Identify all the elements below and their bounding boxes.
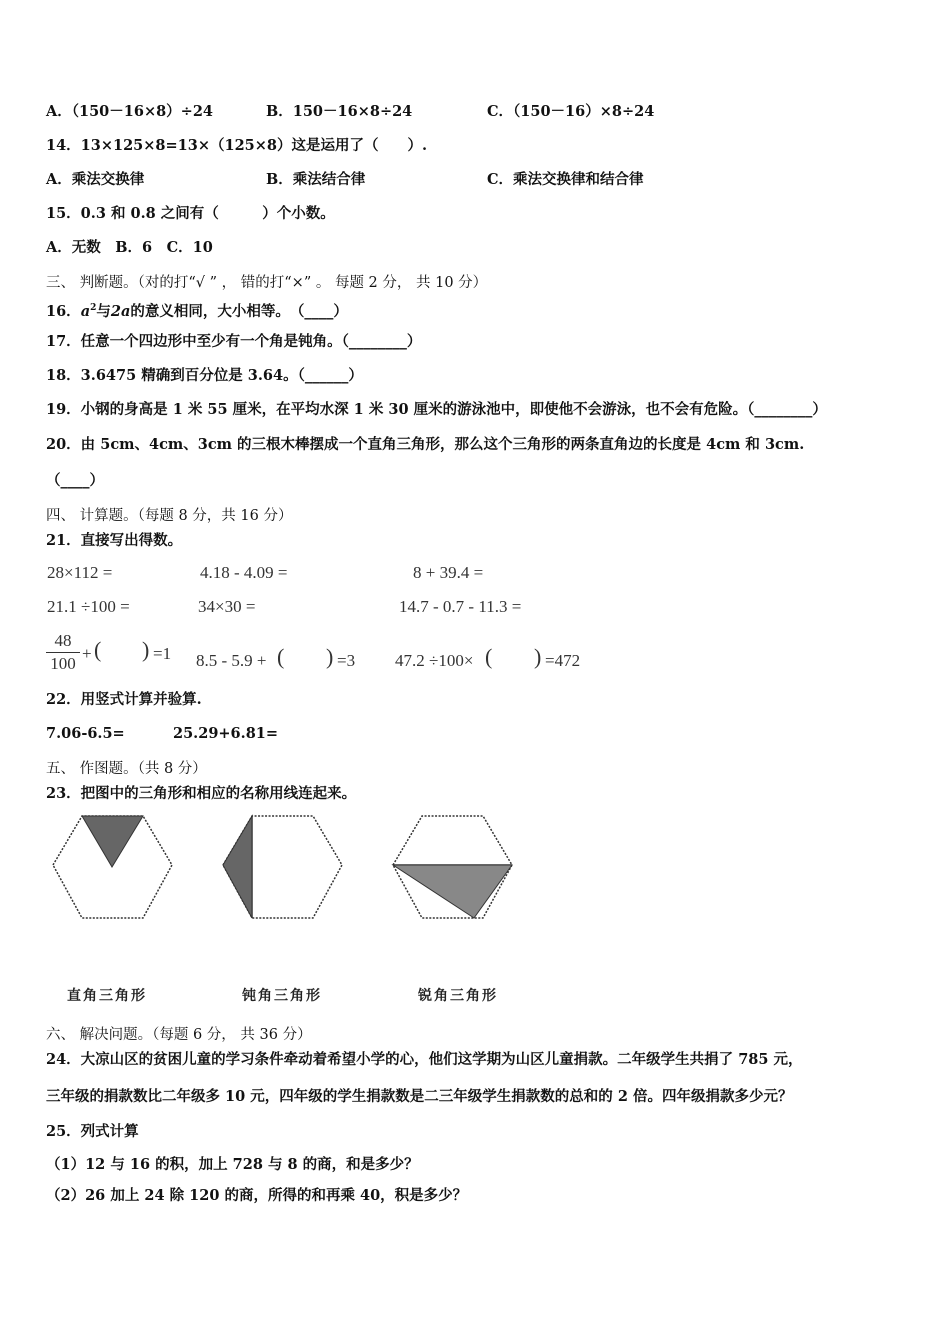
q16 <box>46 298 348 322</box>
fraction-bar <box>46 652 80 653</box>
hexagon-figure-2 <box>220 812 345 922</box>
q25-stem: 25．列式计算 <box>46 1123 139 1140</box>
label-obtuse-triangle: 钝角三角形 <box>242 988 322 1004</box>
calc-r3-c2-rest: =3 <box>337 651 356 670</box>
hexagon-figure-3 <box>390 812 515 922</box>
calc-r3-c3-paren-open: ( <box>485 644 493 669</box>
q22-stem: 22．用竖式计算并验算. <box>46 691 202 708</box>
fraction-denominator: 100 <box>50 654 76 673</box>
q16-var-a: a <box>80 302 91 320</box>
q17: 17．任意一个四边形中至少有一个角是钝角。（________） <box>46 333 422 350</box>
calc-r3-c3-pre: 47.2 ÷100× <box>395 651 474 670</box>
fraction-numerator: 48 <box>54 631 72 650</box>
calc-r3-c1-paren-open: ( <box>94 637 102 662</box>
q18: 18．3.6475 精确到百分位是 3.64。（______） <box>46 367 363 384</box>
calc-r3-c1-rest: =1 <box>153 644 172 663</box>
q22-a: 7.06-6.5= <box>46 725 125 742</box>
q24-line-2: 三年级的捐款数比二年级多 10 元，四年级的学生捐款数是二三年级学生捐款数的总和的 2 倍。四年级捐款多少元？ <box>46 1088 793 1105</box>
hexagon-1-shaded-triangle <box>82 816 143 867</box>
q19: 19．小钢的身高是 1 米 55 厘米，在平均水深 1 米 30 厘米的游泳池中，即使他不会游泳，也不会有危险。（________） <box>46 401 827 418</box>
q13-option-b: B．150－16×8÷24 <box>266 103 413 120</box>
q13-option-c: C．（150－16）×8÷24 <box>487 103 655 120</box>
q25-part-2: （2）26 加上 24 除 120 的商，所得的和再乘 40，积是多少？ <box>46 1187 468 1204</box>
q16-pre: 16． <box>46 302 81 320</box>
calc-r3-c3-paren-close: ) <box>534 644 542 669</box>
calc-r1-c2: 4.18 - 4.09 = <box>200 563 288 582</box>
q16-var-2a: 2a <box>110 302 131 320</box>
calc-r3-c2-pre: 8.5 - 5.9 + <box>196 651 267 670</box>
calc-r3-c2-paren-close: ) <box>326 644 334 669</box>
label-acute-triangle: 锐角三角形 <box>418 988 498 1004</box>
calc-r3-c1-op: + <box>82 644 92 663</box>
calc-r3-c3-rest: =472 <box>545 651 581 670</box>
q14-option-c: C．乘法交换律和结合律 <box>487 171 644 188</box>
q14-option-a: A．乘法交换律 <box>46 171 145 188</box>
q25-part-1: （1）12 与 16 的积，加上 728 与 8 的商，和是多少？ <box>46 1156 419 1173</box>
q23-stem: 23．把图中的三角形和相应的名称用线连起来。 <box>46 785 357 802</box>
calc-r1-c1: 28×112 = <box>47 563 113 582</box>
hexagon-3-shaded-triangle <box>393 865 512 918</box>
fraction-48-100 <box>46 631 80 674</box>
q14-stem: 14．13×125×8=13×（125×8）这是运用了（ ）. <box>46 137 428 154</box>
q14-option-b: B．乘法结合律 <box>266 171 366 188</box>
calc-r2-c1: 21.1 ÷100 = <box>47 597 130 616</box>
q16-post: 的意义相同，大小相等。 （____） <box>130 302 348 320</box>
q20-blank: （____） <box>46 472 104 489</box>
hexagon-figure-1 <box>50 812 175 922</box>
calc-r3-c2-paren-open: ( <box>277 644 285 669</box>
section5-title: 五、 作图题。（共 8 分） <box>46 761 207 777</box>
q22-b: 25.29+6.81= <box>173 725 279 742</box>
q15-stem: 15．0.3 和 0.8 之间有（ ）个小数。 <box>46 205 335 222</box>
section3-title: 三、 判断题。（对的打“√ ” ， 错的打“×” 。 每题 2 分， 共 10 分） <box>46 275 488 291</box>
section4-title: 四、 计算题。（每题 8 分，共 16 分） <box>46 508 293 524</box>
q13-option-a: A．（150－16×8）÷24 <box>46 103 214 120</box>
section6-title: 六、 解决问题。（每题 6 分， 共 36 分） <box>46 1027 312 1043</box>
q21-stem: 21．直接写出得数。 <box>46 532 183 549</box>
hexagon-2-shaded-triangle <box>223 816 252 918</box>
calc-r1-c3: 8 + 39.4 = <box>413 563 484 582</box>
q24-line-1: 24．大凉山区的贫困儿童的学习条件牵动着希望小学的心，他们这学期为山区儿童捐款。二年级学生共捐了 785 元， <box>46 1051 803 1068</box>
q20: 20．由 5cm、4cm、3cm 的三根木棒摆成一个直角三角形，那么这个三角形的两条直角边的长度是 4cm 和 3cm. <box>46 436 805 453</box>
label-right-triangle: 直角三角形 <box>67 988 147 1004</box>
q16-mid: 与 <box>96 302 111 320</box>
calc-r2-c3: 14.7 - 0.7 - 11.3 = <box>399 597 522 616</box>
calc-r2-c2: 34×30 = <box>198 597 256 616</box>
calc-r3-c1-paren-close: ) <box>142 637 150 662</box>
q15-options: A．无数 B．6 C．10 <box>46 239 213 256</box>
q16-sup: 2 <box>90 303 97 313</box>
